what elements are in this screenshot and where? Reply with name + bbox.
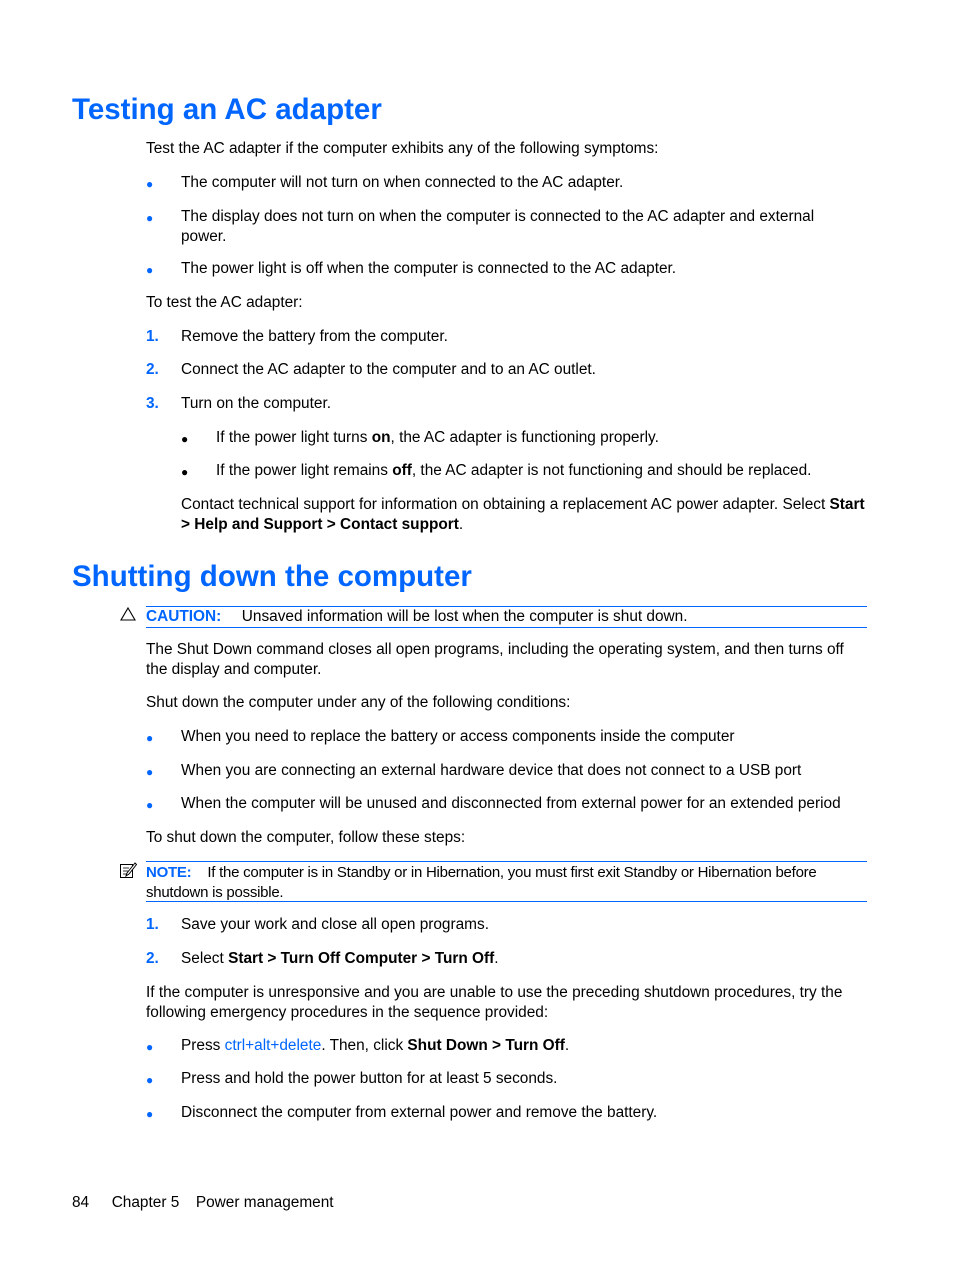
steps-intro: To test the AC adapter: <box>146 294 303 311</box>
emergency-item: Disconnect the computer from external power and remove the battery. <box>181 1104 658 1121</box>
step-item: Select Start > Turn Off Computer > Turn Off. <box>181 950 499 967</box>
step-number: 1. <box>146 328 159 345</box>
emergency-item: Press and hold the power button for at least 5 seconds. <box>181 1070 558 1087</box>
bullet-icon: ● <box>146 1040 154 1054</box>
symptom-item: The power light is off when the computer is connected to the AC adapter. <box>181 260 677 277</box>
step-item: Save your work and close all open programs. <box>181 916 489 933</box>
symptom-item: The display does not turn on when the computer is connected to the AC adapter and external power. <box>181 208 815 245</box>
condition-item: When the computer will be unused and disconnected from external power for an extended period <box>181 795 841 812</box>
steps-intro-2: To shut down the computer, follow these steps: <box>146 829 466 846</box>
step-number: 2. <box>146 361 159 378</box>
conditions-intro: Shut down the computer under any of the following conditions: <box>146 694 571 711</box>
step-number: 3. <box>146 395 159 412</box>
bullet-icon: ● <box>181 465 189 479</box>
condition-item: When you are connecting an external hardware device that does not connect to a USB port <box>181 762 802 779</box>
note-box <box>146 861 867 902</box>
caution-label: CAUTION: <box>146 608 222 625</box>
note-label: NOTE: <box>146 864 192 881</box>
symptom-item: The computer will not turn on when connected to the AC adapter. <box>181 174 624 191</box>
bullet-icon: ● <box>181 432 189 446</box>
caution-box <box>146 606 867 628</box>
step-number: 1. <box>146 916 159 933</box>
step-number: 2. <box>146 950 159 967</box>
intro-paragraph: Test the AC adapter if the computer exhibits any of the following symptoms: <box>146 140 659 157</box>
chapter-title: Power management <box>195 1194 334 1211</box>
sub-step-item: If the power light remains off, the AC adapter is not functioning and should be replaced. <box>216 462 812 479</box>
emergency-item: Press ctrl+alt+delete. Then, click Shut Down > Turn Off. <box>181 1037 570 1054</box>
bullet-icon: ● <box>146 731 154 745</box>
bullet-icon: ● <box>146 1107 154 1121</box>
contact-support-paragraph: Contact technical support for information on obtaining a replacement AC power adapter. Select Start > Help and Support > Contact support. <box>181 496 865 533</box>
step-item: Connect the AC adapter to the computer and to an AC outlet. <box>181 361 596 378</box>
bullet-icon: ● <box>146 211 154 225</box>
warning-triangle-icon <box>120 606 136 628</box>
bullet-icon: ● <box>146 177 154 191</box>
note-pencil-icon <box>119 862 137 886</box>
page-footer <box>72 1193 334 1213</box>
emergency-intro: If the computer is unresponsive and you are unable to use the preceding shutdown procedures, try the following emergency procedures in the sequence provided: <box>146 984 843 1021</box>
sub-step-item: If the power light turns on, the AC adapter is functioning properly. <box>216 429 659 446</box>
chapter-label: Chapter 5 <box>111 1194 180 1211</box>
section-title-shutting-down: Shutting down the computer <box>72 560 472 593</box>
caution-text: Unsaved information will be lost when the computer is shut down. <box>241 608 688 625</box>
condition-item: When you need to replace the battery or access components inside the computer <box>181 728 735 745</box>
section-title-testing-ac-adapter: Testing an AC adapter <box>72 93 382 126</box>
bullet-icon: ● <box>146 263 154 277</box>
step-item: Turn on the computer. <box>181 395 331 412</box>
bullet-icon: ● <box>146 1073 154 1087</box>
bullet-icon: ● <box>146 765 154 779</box>
page-number: 84 <box>72 1194 90 1211</box>
note-text: If the computer is in Standby or in Hibernation, you must first exit Standby or Hibernation before shutdown is possible. <box>146 864 817 901</box>
shutdown-paragraph: The Shut Down command closes all open programs, including the operating system, and then turns off the display and computer. <box>146 641 844 678</box>
step-item: Remove the battery from the computer. <box>181 328 448 345</box>
bullet-icon: ● <box>146 798 154 812</box>
key-combo: ctrl+alt+delete <box>224 1037 322 1054</box>
